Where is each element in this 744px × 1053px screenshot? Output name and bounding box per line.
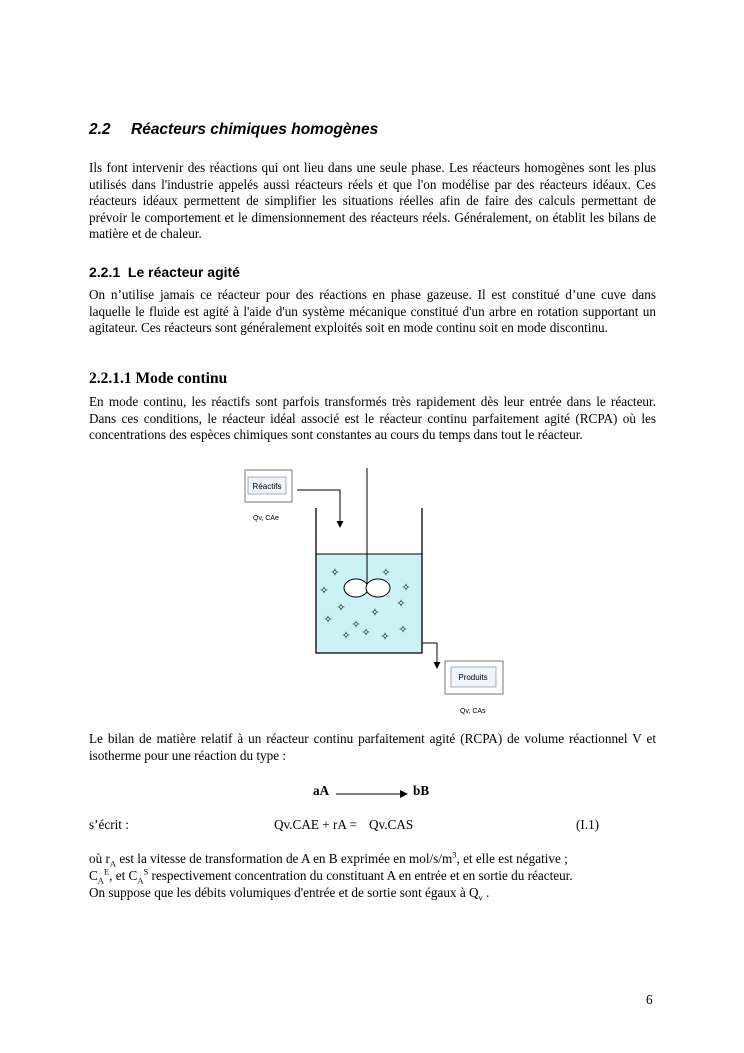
subsection-heading	[89, 264, 240, 280]
products-label: Produits	[458, 673, 488, 682]
impeller-blade-left	[344, 579, 368, 597]
definition-flow-text: On suppose que les débits volumiques d'entrée et de sortie sont égaux à Q	[89, 885, 479, 900]
section-heading	[89, 121, 378, 139]
reaction-arrow	[336, 788, 410, 800]
page-number: 6	[646, 992, 653, 1007]
particle: ✧	[351, 619, 361, 631]
continuous-mode-paragraph: En mode continu, les réactifs sont parfois transformés très rapidement dès leur entrée dans le réacteur. Dans ces conditions, le réacteur idéal associé est le réacteur continu parfaitement agité (RCPA) où les concentrations des espèces chimiques sont constantes au cours du temps dans tout le réacteur.	[89, 394, 656, 443]
particle: ✧	[380, 631, 390, 643]
definitions-line-3: On suppose que les débits volumiques d'entrée et de sortie sont égaux à $Q_v$ .	[89, 885, 490, 903]
subsubsection-number: 2.2.1.1	[89, 370, 132, 387]
particle: ✧	[396, 598, 406, 610]
particle: ✧	[330, 567, 340, 579]
impeller-blade-right	[366, 579, 390, 597]
equation-intro: s’écrit :	[89, 817, 129, 832]
equation-lhs: Qv.CAE + rA =	[274, 817, 357, 832]
particle: ✧	[323, 614, 333, 626]
section-number: 2.2	[89, 121, 111, 138]
subsubsection-heading	[89, 370, 227, 388]
definition-rate-text: est la vitesse de transformation de A en B exprimée en mol/s/m	[116, 851, 453, 866]
particle: ✧	[370, 607, 380, 619]
particle: ✧	[401, 582, 411, 594]
section-title: Réacteurs chimiques homogènes	[131, 121, 379, 138]
particle: ✧	[381, 567, 391, 579]
intro-paragraph: Ils font intervenir des réactions qui ont lieu dans une seule phase. Les réacteurs homogènes sont les plus utilisés dans l'industrie appelés aussi réacteurs réels et que l'on modélise par des réacteurs idéaux. Ces réacteurs idéaux permettent de simplifier les situations réelles afin de faire des calculs permettant de prévoir le comportement et le dimensionnement des réacteurs réels. Généralement, on établit les bilans de matière et de chaleur.	[89, 160, 656, 242]
inlet-flow-label: Qv, CAe	[253, 515, 279, 522]
reaction-reactant: aA	[313, 783, 330, 798]
agitated-reactor-paragraph: On n’utilise jamais ce réacteur pour des réactions en phase gazeuse. Il est constitué d’une cuve dans laquelle le fluide est agité à l'aide d'un système mécanique constitué d'un arbre en rotation supportant un agitateur. Ces réacteurs sont généralement exploités soit en mode continu soit en mode discontinu.	[89, 287, 656, 336]
particle: ✧	[341, 630, 351, 642]
subsection-number: 2.2.1	[89, 264, 121, 280]
definition-concentration-text: respectivement concentration du constituant A en entrée et en sortie du réacteur.	[148, 868, 573, 883]
particle: ✧	[319, 585, 329, 597]
outlet-flow-label: Qv, CAs	[460, 708, 486, 715]
particle: ✧	[398, 624, 408, 636]
equation-rhs: Qv.CAS	[369, 817, 414, 832]
reaction-product: bB	[413, 783, 430, 798]
definitions-line-1: où $r_A$ est la vitesse de transformation de A en B exprimée en mol/$s/m^3$, et elle est négative ;	[89, 849, 568, 869]
subsubsection-title: Mode continu	[135, 370, 228, 387]
outlet-arrow	[422, 643, 437, 668]
definition-rate-prefix: où r	[89, 851, 110, 866]
definition-rate-suffix: , et elle est négative ;	[456, 851, 568, 866]
cstr-diagram	[240, 468, 510, 718]
definitions-line-2: $C_A^E$, et $C_A^S$ respectivement concentration du constituant A en entrée et en sortie du réacteur.	[89, 866, 573, 886]
reactants-label: Réactifs	[252, 482, 282, 491]
subsection-title: Le réacteur agité	[127, 264, 240, 280]
equation-number: (I.1)	[576, 817, 600, 832]
particle: ✧	[336, 602, 346, 614]
balance-paragraph: Le bilan de matière relatif à un réacteur continu parfaitement agité (RCPA) de volume réactionnel V et isotherme pour une réaction du type :	[89, 731, 656, 763]
inlet-arrow	[297, 490, 340, 527]
particle: ✧	[361, 627, 371, 639]
